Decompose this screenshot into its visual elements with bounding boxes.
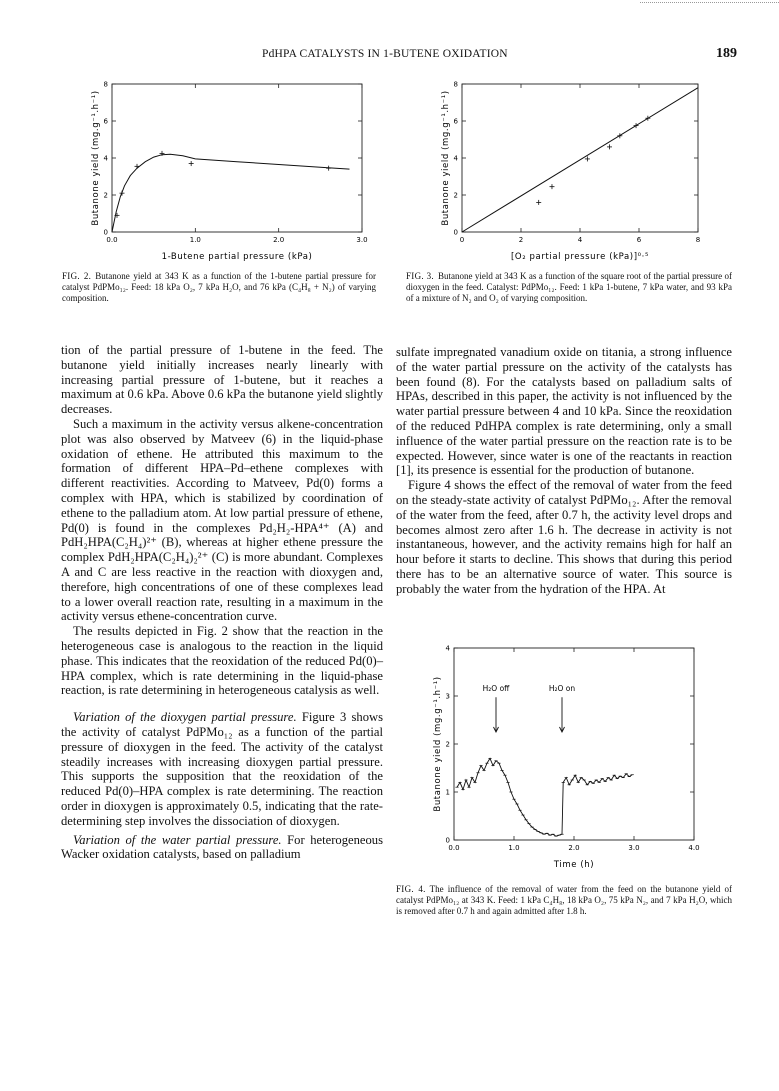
left-column: [61, 343, 383, 862]
chart4-x-tick-label: 1.0: [508, 844, 520, 852]
chart2-y-tick-label: 0: [103, 228, 108, 237]
chart4-x-tick-label: 2.0: [568, 844, 580, 852]
figure-3: [428, 78, 718, 268]
chart2-fit-curve: [112, 154, 350, 232]
chart4-y-tick-label: 0: [445, 836, 450, 845]
chart3-fit-line: [462, 88, 698, 232]
chart3-x-tick-label: 6: [636, 236, 642, 244]
section-text-water: For heterogeneous Wacker oxidation catalysts, based on palladium: [61, 832, 383, 862]
chart4-y-tick-label: 3: [445, 692, 450, 701]
chart2-x-tick-label: 2.0: [273, 236, 285, 244]
chart2-y-tick-label: 6: [103, 117, 108, 126]
figure-4: [420, 642, 720, 877]
figure-2-caption-label: FIG. 2.: [62, 271, 92, 281]
figure-4-caption-label: FIG. 4.: [396, 884, 426, 894]
chart3-y-tick-label: 6: [453, 117, 458, 126]
chart3-y-tick-label: 2: [453, 191, 458, 200]
figure-4-chart: [420, 642, 720, 877]
figure-3-caption: [406, 271, 732, 304]
chart4-x-tick-label: 0.0: [448, 844, 460, 852]
chart2-y-tick-label: 4: [103, 154, 108, 163]
figure-2-chart: [70, 78, 370, 268]
chart2-x-tick-label: 3.0: [356, 236, 368, 244]
chart3-y-tick-label: 8: [453, 80, 458, 89]
chart4-annotation-label-1: H₂O on: [548, 684, 576, 694]
chart3-y-tick-label: 0: [453, 228, 458, 237]
chart4-x-axis-title: Time (h): [553, 860, 595, 870]
right-column: [396, 345, 732, 597]
left-paragraph-1: tion of the partial pressure of 1-butene in the feed. The butanone yield initially increases nearly linearly with increasing partial pressure of 1-butene, but it reaches a maximum at 0.6 kPa. Above 0.6 kPa the butanone yield slightly decreases.: [61, 343, 383, 417]
left-paragraph-2: Such a maximum in the activity versus alkene-concentration plot was also observed by Matveev (6) in the liquid-phase oxidation of ethene. He attributed this maximum to the formation of different HPA–Pd–ethene complexes with different reactivities. According to Matveev, Pd(0) forms a complex with HPA, which is stabilized by coordination of ethene to the palladium atom. At low partial pressure of ethene, Pd(0) is found in the complexes Pd₂H₂-HPA⁴⁺ (A) and PdH₂HPA(C₂H₄)²⁺ (B), whereas at higher ethene pressure the complex PdH₂HPA(C₂H₄)₂²⁺ (C) is more abundant. Complexes A and C are less reactive in the reaction with dioxygen and, therefore, high concentrations of one of these complexes lead to a lower overall reaction rate, resulting in a maximum in the activity versus ethene-concentration curve.: [61, 416, 383, 624]
chart3-y-axis-title: Butanone yield (mg.g⁻¹.h⁻¹): [441, 90, 451, 226]
figure-3-caption-label: FIG. 3.: [406, 271, 434, 281]
left-paragraph-o2: [61, 710, 383, 828]
chart2-y-axis-title: Butanone yield (mg.g⁻¹.h⁻¹): [91, 90, 101, 226]
chart4-y-axis-title: Butanone yield (mg.g⁻¹.h⁻¹): [433, 676, 443, 812]
chart2-frame: [112, 84, 362, 232]
chart3-x-tick-label: 2: [518, 236, 524, 244]
right-paragraph-1: sulfate impregnated vanadium oxide on titania, a strong influence of the water partial pressure on the activity of the catalysts has been found (8). For the catalysts based on palladium salts of HPAs, described in this paper, the activity is not influenced by the water partial pressure between 4 and 10 kPa. Since the reoxidation of the reduced PdHPA complex is rate determining, only a small influence of the water partial pressure on the reaction rate is to be expected. However, since water is one of the reactants in reaction [1], its presence is essential for the production of butanone.: [396, 345, 732, 478]
chart4-y-tick-label: 2: [445, 740, 450, 749]
left-paragraph-water: [61, 833, 383, 863]
chart4-frame: [454, 648, 694, 840]
figure-4-caption-text: The influence of the removal of water from the feed on the butanone yield of catalyst PdPMo₁₂ at 343 K. Feed: 1 kPa C₄H₈, 18 kPa O₂, 75 kPa N₂, and 7 kPa H₂O, which is removed after 0.7 h and again admitted after 1.8 h.: [396, 884, 732, 916]
chart4-x-tick-label: 3.0: [628, 844, 640, 852]
figure-2-caption-text: Butanone yield at 343 K as a function of the 1-butene partial pressure for catalyst PdPMo₁₂. Feed: 18 kPa O₂, 7 kPa H₂O, and 76 kPa (C₄H₈ + N₂) of varying composition.: [62, 271, 376, 303]
left-paragraph-3: The results depicted in Fig. 2 show that the reaction in the heterogeneous case is analogous to the reaction in the liquid phase. This indicates that the reoxidation of the reduced Pd(0)–HPA complex, which is rate determining in the liquid-phase reaction, is rate determining in heterogeneous catalysis as well.: [61, 624, 383, 698]
chart3-x-axis-title: [O₂ partial pressure (kPa)]⁰·⁵: [511, 252, 649, 262]
section-head-dioxygen: Variation of the dioxygen partial pressure.: [73, 710, 297, 725]
chart4-annotation-label-0: H₂O off: [482, 684, 510, 694]
chart2-x-axis-title: 1-Butene partial pressure (kPa): [161, 252, 313, 262]
chart2-x-tick-label: 0.0: [106, 236, 118, 244]
figure-3-chart: [428, 78, 718, 268]
chart3-y-tick-label: 4: [453, 154, 458, 163]
chart2-y-tick-label: 2: [103, 191, 108, 200]
right-paragraph-2: Figure 4 shows the effect of the removal of water from the feed on the steady-state activity of catalyst PdPMo₁₂. After the removal of the water from the feed, after 0.7 h, the activity level drops and becomes almost zero after 1.6 h. The decrease in activity is not instantaneous, however, and the activity remains high for half an hour before it starts to decline. This shows that during this period there has to be an alternative source of water. This source is probably the water from the hydration of the HPA. At: [396, 478, 732, 596]
section-text-dioxygen: Figure 3 shows the activity of catalyst PdPMo₁₂ as a function of the partial pressure of dioxygen in the feed. The activity of the catalyst steadily increases with increasing dioxygen partial pressure. This supports the supposition that the reoxidation of the reduced Pd(0)–HPA complex is rate determining. The reaction order in dioxygen is approximately 0.5, indicating that the rate-determining step involves the dissociation of dioxygen.: [61, 710, 384, 828]
figure-4-caption: [396, 884, 732, 917]
top-rule: [640, 2, 779, 3]
chart2-x-tick-label: 1.0: [189, 236, 201, 244]
chart2-y-tick-label: 8: [103, 80, 108, 89]
chart4-x-tick-label: 4.0: [688, 844, 700, 852]
chart3-x-tick-label: 0: [459, 236, 465, 244]
chart3-x-tick-label: 4: [577, 236, 583, 244]
chart3-x-tick-label: 8: [695, 236, 701, 244]
chart4-y-tick-label: 1: [445, 788, 450, 797]
section-head-water: Variation of the water partial pressure.: [73, 832, 282, 847]
running-head: PdHPA CATALYSTS IN 1-BUTENE OXIDATION: [262, 48, 508, 60]
figure-2: [70, 78, 370, 268]
figure-2-caption: [62, 271, 376, 304]
chart4-y-tick-label: 4: [445, 644, 450, 653]
figure-3-caption-text: Butanone yield at 343 K as a function of the square root of the partial pressure of dioxygen in the feed. Catalyst: PdPMo₁₂. Feed: 1 kPa 1-butene, 7 kPa water, and 93 kPa of a mixture of N₂ and O₂ of varying composition.: [406, 271, 732, 303]
page-number: 189: [716, 46, 737, 61]
